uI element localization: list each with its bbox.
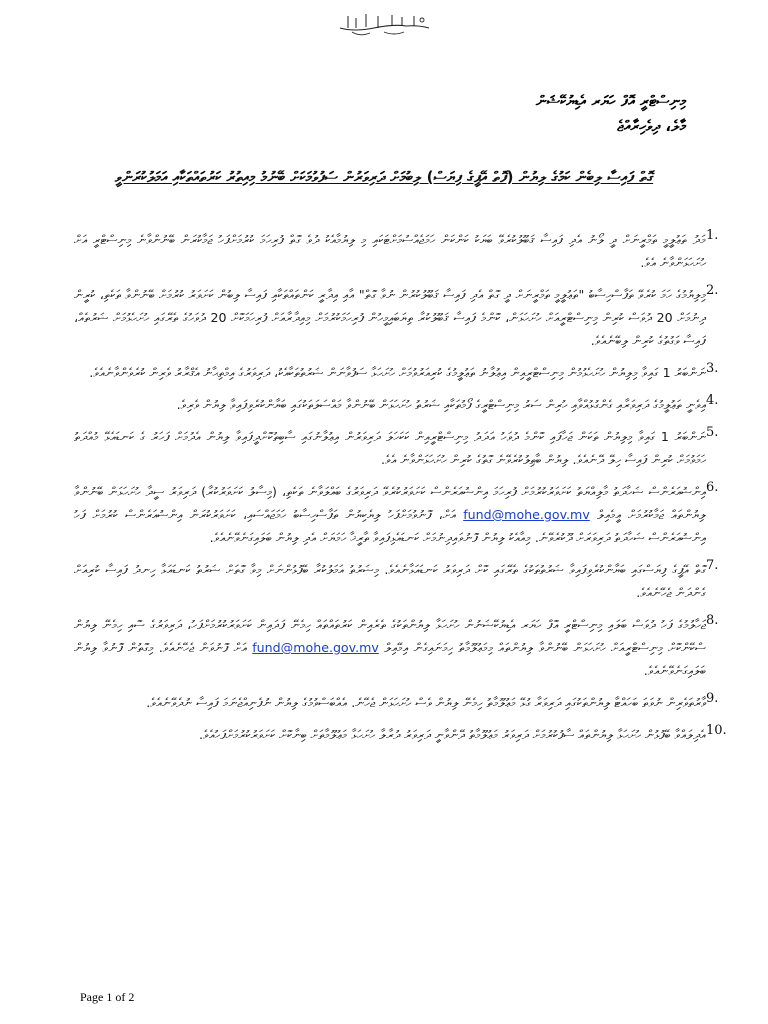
item-number: 5. xyxy=(706,425,719,440)
email-link[interactable]: fund@mohe.gov.mv xyxy=(463,507,590,522)
email-link[interactable]: fund@mohe.gov.mv xyxy=(252,640,379,655)
list-item xyxy=(74,228,719,274)
list-item xyxy=(74,691,719,714)
item-text: އިވެނީ ތަޢުލީމުގެ ދަރިވަރާއި ގެންގުޅުއްވާއި ހުރިން ސަރު މިނިސްޓްރީގެ ފޯމުތަކާއި ޝަރުތު ހުށަހަޅަން ބޭނުންވާ މައްސަލަތަކުގައި ބަޔާންކުރެވިފައިވާ ލިޔުން ވެރިވެ. xyxy=(176,397,706,412)
item-text: މަދު ތަޢުލީމީ ތަމްރީނަށް ދީ ލޯނު އެދި ފައިސާ ޤަބޫލުކުރެވޭ ބަޔަކު ކަންކަން ހަމަޖެއްސުމަށްޓަކައި މި ލިޔުމާއެކު ދުވެ ގޮތް ފުރިހަމަ ކުރުމަށްފަހު ޖަމާކުރަން ބޭނުންވާނެ މިނިސްޓްރީ އަށް ހުށަހަޅަންވާނެ އެވެ. xyxy=(74,232,706,270)
item-text: އެދިލައްވާ ބޭފުޅުން ހުށަހަޅާ ލިޔުންތައް ސާފުކުރުމަށް ދަރިވަރު މަޢުލޫމާތު ދޭންވާނީ ދަރިވަރު ދުރާލާ ހުށަހަޅާ މަޢުލޫމާތަށް ބިނާކޮށް ކަށަވަރުކުރުމަށްފަހުއެވެ. xyxy=(199,727,706,742)
list-item xyxy=(74,723,727,746)
list-item xyxy=(74,283,719,352)
item-text: މިލިޔުމުގެ ހަމަ ކުރެވޭ ތަފާސްހިސާބު "ތަޢުލީމީ ތަމްރީނަށް ދީ ގޮތް އެދި ފައިސާ ޤަބޫލުކުރުން ނުވާ ގޮތް" އާއި އިދާރީ ކަންތައްތަކާއި ފައިސާ ލިބުން ކަށަވަރު ކުރުމަށް ބޭނުންވާ ތަކެތި، ކުރީން ދިނުމަށް 20 ދުވަސް ކުރިން މިނިސްޓްރީއަށް ހުށަހަޅަން، ކޮންމެ ފައިސާ ޤަބޫލުކުރާ ތިޔަބައިމީހުން ފުރިހަމަކުރުމަށް މިއިދާރާއަށް ފުރިހަމަކޮށް 20 ދުވަހުގެ ތެރޭގައި ހުށަހެޅުމަށް ޝަރުތެއް، ފައިސާ ވަގުތުގެ ކުރިން ލިބޭނެއެވެ. xyxy=(74,287,706,348)
item-number: 1. xyxy=(706,228,719,243)
item-number: 10. xyxy=(706,723,727,738)
item-number: 4. xyxy=(706,393,719,408)
item-number: 9. xyxy=(706,691,719,706)
document-title: ގޮތް ފައިސާ ލިބެން ކަމުގެ ލިޔުން (ފޮތް އޭޕީގެ ފިޔަސް) ލިބުމަށް ދަރިވަރުން ސަފުވުމަކަށް ބޭނުމު މިއިތުރު ކަރުތައްތަކާއި އަމަލުކުރަންވީ xyxy=(114,168,654,186)
page-number: Page 1 of 2 xyxy=(80,990,135,1004)
item-text: ވާރުތަވެރިން ނުވަތަ ބަހައްޓާ ލިޔުންތަކުގައި ދަރިވަރާ ގުޅޭ މަޢުލޫމާތު ހިމެނޭ ލިޔުން ވެސް ހުށަހަޅަން ޖެހޭނެ. އެއްބަސްވުމުގެ ލިޔުން ނުފެނިއްޖެނަމަ ފައިސާ ނުދެވޭނެއެވެ. xyxy=(146,695,706,710)
list-item xyxy=(74,393,719,416)
item-number: 8. xyxy=(706,613,719,628)
item-text: ޖަހާލުމުގެ ފަހު ދުވަސް ބަލައި މިނިސްޓްރީ އޮފް ހަޔަރ އެޑިޔުކޭޝަނުން ހުށަހަޅާ ލިޔުންތަކުގެ ތެރެއިން ކަރުތައްތައް ހިމެނޭ ފަދައިން ކަށަވަރުކުރުމަށްފަހު، ދަރިވަރުގެ ސޮއި ހިމެނޭ ލިޔުން ސްކޭންކޮށް މިނިސްޓްރީއަށް ހުށަހަޅަން ބޭނުންވާ ލިޔުންތައް މިމަޢުލޫމާތު ހިމަނައިގެން އިމޭއިލް fund@mohe.gov.mv އަށް ފޮނުވަން ޖެހޭނެއެވެ. މިގޮތުން ފޮނުވާ ލިޔުން ބަލައިގަނެވޭނެއެވެ. xyxy=(74,617,706,678)
item-number: 6. xyxy=(706,480,719,495)
item-text: ގޮތް އޭޕީގެ ފިޔަސްގައި ބަޔާންކުރެވިފައިވާ ޝަރުތުތަކުގެ ތެރޭގައި ކޮށް ދަރިވަރު ކަނޑައަޅާނެއެވެ. މިޝަރުތު އަމަލުކުރާ ބޭފުޅުންނަށް މިވާ ގޮތަށް ޝަރުތު ކަނޑައަޅާ ހިނދު ފައިސާ ކުރިއަށް ގެންދަން ޖެހޭނެއެވެ. xyxy=(74,562,706,600)
list-item xyxy=(74,558,719,604)
item-text: ނަންބަރު 1 ގައިވާ މިލިޔުން ހުށަހެޅުމުން މިނިސްޓްރީއިން އިޢުލާނު ތަޢުލީމުގެ ކުރިއަރުވުމަށް ހުށަހަޅާ ސަފުވާނަން ޝަރުތުތަކާއެކު، ދަރިވަރުގެ އިމްތިޙާނު އެޤްރާރު ވެރިން ކުރެވެންވާނެއެވެ. xyxy=(89,365,706,380)
ministry-location: މާލެ، ދިވެހިރާއްޖެ xyxy=(617,117,686,135)
list-item xyxy=(74,613,719,682)
item-number: 2. xyxy=(706,283,719,298)
ministry-name: މިނިސްޓްރީ އޮފް ހަޔަރ އެޑިޔުކޭޝަން xyxy=(535,92,686,110)
item-text: ނަންބަރު 1 ގައިވާ މިލިޔުން ތަކަން ޖަހާފައި ކޮންމެ ދުވަހު އަދަދު މިނިސްޓްރީއިން ކަކަހަލަ ދަރިވަރުން އިޢުލާނުގައި ސާބިތުކޮށްދީފައިވާ ލިޔުން އެދުމަށް ފަހަރު ގެ ކަނޑައެޅޭ މުއްދަތު ހަމަވުމަށް ކުރިން ފައިސާ ހިލޭ ދޭނެއެވެ. ލިޔުން ބާޠިލުކުރެވޭނެ ގޮތުގެ ކުރިން ހުށަހަޅަންވާނެ އެވެ. xyxy=(74,429,706,467)
numbered-list xyxy=(74,228,727,755)
item-number: 7. xyxy=(706,558,719,573)
item-text: އިންޝުއަރެންސް ޝަހާދަތު މާލިއްޔަތު ކަށަވަރުކުރުމަށް ފުރިހަމަ އިންޝުއަރެންސް ކަށަވަރުކުރެވޭ ދަރިވަރުގެ ބައްލަވާނެ ތަކެތި، (މިސާލު ކަށަވަރުކުރާ) ދަރިވަރު ސީދާ ހުށަހަޅަން ބޭނުންވާ ލިޔުންތައް ޖަމާކުރުމަށް އީމެއިލް fund@mohe.gov.mv އަށް، ފޮނުވުމަށްފަހު ލިޔެކިޔުން ތަފާސްހިސާބު ހަމަޖައްސައި، ކަށަވަރުކުރަން އިންޝުއަރެންސް ކުރުމަށް ފަހު އިންޝުއަރެންސް ޝަހާދަތު ދަރިވަރަށް ދޫކުރެވޭނެ. މިއާއެކު ލިޔުން ފޮނުވައިދިނުމަށް ކަނޑައެޅިފައިވާ ތާރީޚާ ހަމަޔަށް އެދި ލިޔުން ބަލައިގަނެވޭނެއެވެ. xyxy=(74,484,706,545)
list-item xyxy=(74,480,719,549)
bismillah-calligraphy xyxy=(334,6,434,40)
list-item xyxy=(74,361,719,384)
item-number: 3. xyxy=(706,361,719,376)
list-item xyxy=(74,425,719,471)
